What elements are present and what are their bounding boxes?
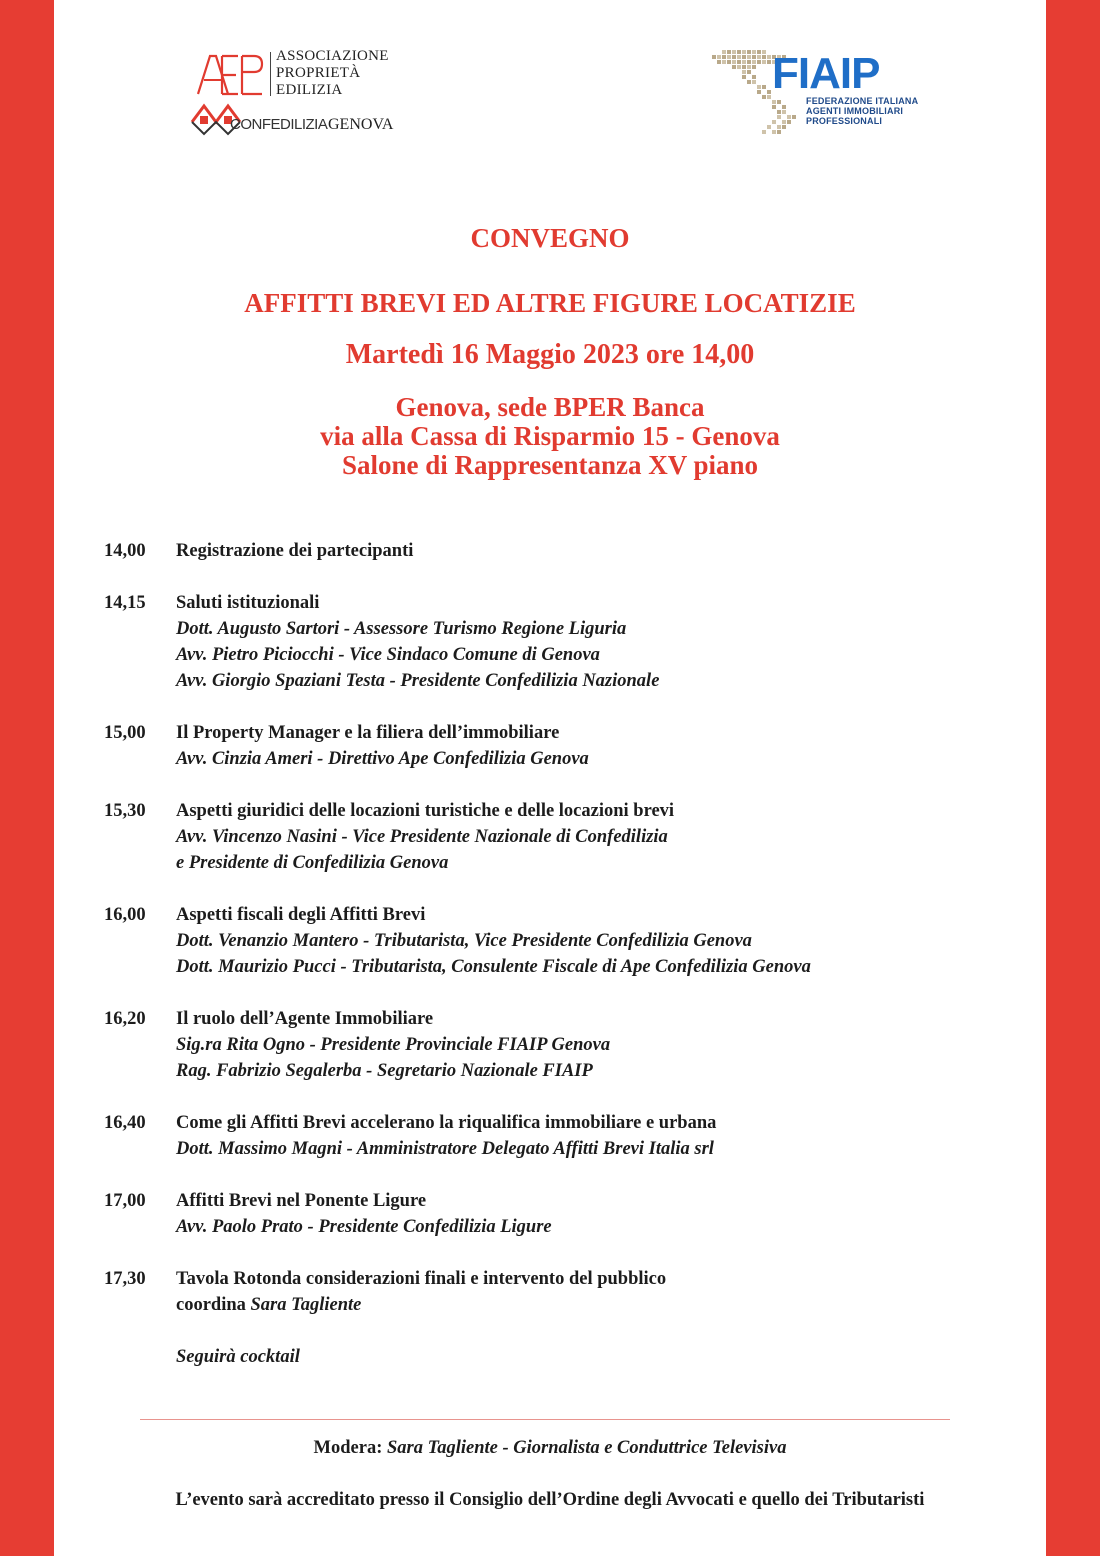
ape-line-1: ASSOCIAZIONE	[276, 48, 389, 64]
event-venue	[0, 393, 1100, 480]
fiaip-sub-line-3: PROFESSIONALI	[806, 116, 883, 126]
program-time: 17,30	[104, 1269, 146, 1289]
coordinator-prefix: coordina	[176, 1295, 246, 1315]
program-time: 15,00	[104, 723, 146, 743]
program-speaker: e Presidente di Confedilizia Genova	[176, 853, 449, 873]
program-speaker: Rag. Fabrizio Segalerba - Segretario Nazionale FIAIP	[176, 1061, 593, 1081]
venue-line-2: via alla Cassa di Risparmio 15 - Genova	[320, 421, 780, 451]
coordinator-name: Sara Tagliente	[250, 1295, 362, 1315]
program-time: 14,15	[104, 593, 146, 613]
program-time: 16,40	[104, 1113, 146, 1133]
event-date: Martedì 16 Maggio 2023 ore 14,00	[345, 339, 755, 370]
event-title: AFFITTI BREVI ED ALTRE FIGURE LOCATIZIE	[244, 288, 856, 318]
confedilizia-name: CONFEDILIZIA	[230, 116, 328, 133]
confedilizia-city: GENOVA	[328, 116, 394, 133]
moderator-prefix: Modera:	[313, 1438, 383, 1458]
program-topic: Il ruolo dell’Agente Immobiliare	[176, 1009, 434, 1029]
closing-note: Seguirà cocktail	[176, 1347, 300, 1367]
venue-line-1: Genova, sede BPER Banca	[395, 392, 705, 422]
accreditation-note: L’evento sarà accreditato presso il Consiglio dell’Ordine degli Avvocati e quello dei Tributaristi	[175, 1490, 925, 1510]
program-time: 17,00	[104, 1191, 146, 1211]
program-coordinator	[176, 1292, 964, 1318]
program-topic: Tavola Rotonda considerazioni finali e intervento del pubblico	[176, 1269, 667, 1289]
program-item	[104, 1110, 964, 1162]
program-item	[104, 902, 964, 980]
event-type-heading: CONVEGNO	[470, 223, 630, 253]
program-speaker: Avv. Pietro Piciocchi - Vice Sindaco Comune di Genova	[176, 645, 600, 665]
program-topic: Come gli Affitti Brevi accelerano la riqualifica immobiliare e urbana	[176, 1113, 717, 1133]
program-item	[104, 720, 964, 772]
program-speaker: Dott. Venanzio Mantero - Tributarista, Vice Presidente Confedilizia Genova	[176, 931, 752, 951]
program-topic: Aspetti fiscali degli Affitti Brevi	[176, 905, 426, 925]
program-speaker: Avv. Giorgio Spaziani Testa - Presidente Confedilizia Nazionale	[176, 671, 660, 691]
program-list	[104, 538, 964, 1370]
program-time: 15,30	[104, 801, 146, 821]
footer-divider	[140, 1419, 950, 1420]
fiaip-sub-line-2: AGENTI IMMOBILIARI	[806, 106, 904, 116]
program-item	[104, 798, 964, 876]
program-item	[104, 1006, 964, 1084]
program-speaker: Avv. Vincenzo Nasini - Vice Presidente Nazionale di Confedilizia	[176, 827, 668, 847]
fiaip-sub-line-1: FEDERAZIONE ITALIANA	[806, 96, 919, 106]
program-topic: Aspetti giuridici delle locazioni turistiche e delle locazioni brevi	[176, 801, 675, 821]
program-time: 16,00	[104, 905, 146, 925]
program-topic: Registrazione dei partecipanti	[176, 541, 414, 561]
venue-line-3: Salone di Rappresentanza XV piano	[341, 450, 759, 480]
program-speaker: Sig.ra Rita Ogno - Presidente Provinciale FIAIP Genova	[176, 1035, 611, 1055]
moderator-text: Sara Tagliente - Giornalista e Conduttrice Televisiva	[386, 1438, 787, 1458]
program-topic: Il Property Manager e la filiera dell’immobiliare	[176, 723, 560, 743]
program-time: 14,00	[104, 541, 146, 561]
moderator-line	[0, 1438, 1100, 1459]
program-item	[104, 590, 964, 694]
ape-logo-icon	[196, 50, 268, 96]
ape-line-3: EDILIZIA	[276, 82, 343, 98]
fiaip-subtitle	[806, 96, 918, 126]
program-topic: Saluti istituzionali	[176, 593, 320, 613]
program-speaker: Avv. Paolo Prato - Presidente Confedilizia Ligure	[176, 1217, 552, 1237]
program-speaker: Dott. Maurizio Pucci - Tributarista, Consulente Fiscale di Ape Confedilizia Genova	[176, 957, 811, 977]
program-item	[104, 538, 964, 564]
program-topic: Affitti Brevi nel Ponente Ligure	[176, 1191, 427, 1211]
ape-logo-text	[276, 48, 389, 99]
fiaip-logo	[712, 49, 919, 140]
ape-line-2: PROPRIETÀ	[276, 65, 361, 81]
ape-logo-separator	[270, 52, 271, 96]
program-speaker: Dott. Massimo Magni - Amministratore Delegato Affitti Brevi Italia srl	[176, 1139, 714, 1159]
program-speaker: Dott. Augusto Sartori - Assessore Turismo Regione Liguria	[176, 619, 627, 639]
program-item	[104, 1188, 964, 1240]
program-time: 16,20	[104, 1009, 146, 1029]
program-item	[104, 1266, 964, 1318]
program-speaker: Avv. Cinzia Ameri - Direttivo Ape Confedilizia Genova	[176, 749, 589, 769]
fiaip-name: FIAIP	[772, 49, 880, 98]
